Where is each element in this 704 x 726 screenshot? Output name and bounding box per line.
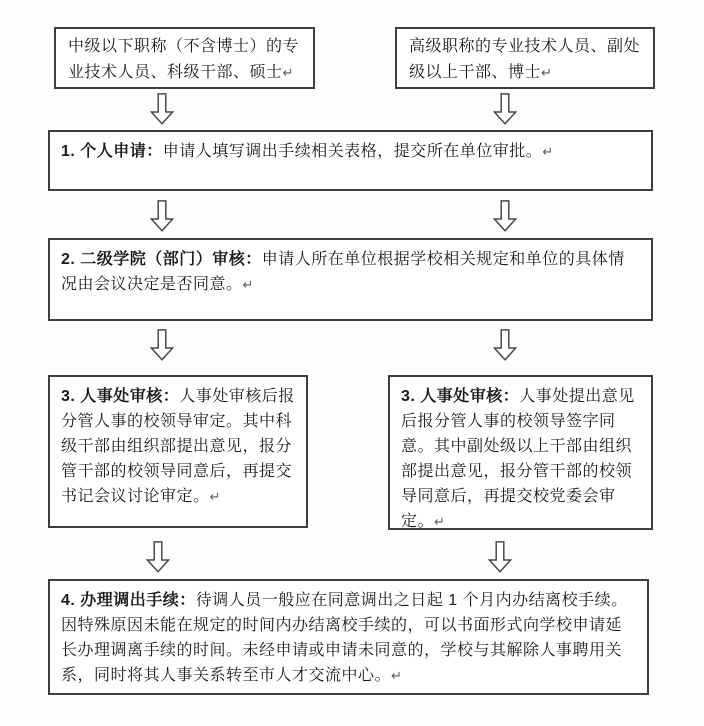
down-arrow-icon [150, 200, 174, 232]
entry-box-text: 高级职称的专业技术人员、副处级以上干部、博士 [409, 38, 641, 81]
paragraph-return-mark: ↵ [391, 668, 403, 683]
paragraph-return-mark: ↵ [282, 65, 294, 80]
down-arrow-icon [493, 93, 517, 125]
paragraph-return-mark: ↵ [242, 277, 254, 292]
step1-body: 申请人填写调出手续相关表格，提交所在单位审批。 [162, 143, 543, 160]
entry-box-junior-staff [54, 27, 315, 89]
step2-label: 2. 二级学院（部门）审核： [61, 251, 262, 268]
down-arrow-icon [488, 541, 512, 573]
step3-hr-review-right-box [388, 375, 653, 530]
step3-left-body: 人事处审核后报分管人事的校领导审定。其中科级干部由组织部提出意见，报分管干部的校领导同意后，再提交书记会议讨论审定。 [61, 388, 295, 505]
step3-right-body: 人事处提出意见后报分管人事的校领导签字同意。其中副处级以上干部由组织部提出意见，报分管干部的校领导同意后，再提交校党委会审定。 [401, 388, 635, 530]
step3-left-label: 3. 人事处审核： [61, 388, 180, 405]
down-arrow-icon [150, 329, 174, 361]
down-arrow-icon [493, 200, 517, 232]
paragraph-return-mark: ↵ [209, 489, 221, 504]
step1-label: 1. 个人申请： [61, 143, 163, 160]
down-arrow-icon [146, 541, 170, 573]
step1-personal-application-box [48, 130, 653, 191]
entry-box-senior-staff [395, 27, 655, 89]
step3-right-label: 3. 人事处审核： [401, 388, 520, 405]
step4-transfer-procedures-box [48, 579, 649, 695]
down-arrow-icon [493, 329, 517, 361]
step2-body: 申请人所在单位根据学校相关规定和单位的具体情况由会议决定是否同意。 [61, 251, 625, 293]
entry-box-text: 中级以下职称（不含博士）的专业技术人员、科级干部、硕士 [68, 38, 300, 81]
paragraph-return-mark: ↵ [542, 144, 554, 159]
step4-body: 待调人员一般应在同意调出之日起 1 个月内办结离校手续。因特殊原因未能在规定的时间内办结离校手续的，可以书面形式向学校申请延长办理调离手续的时间。未经申请或申请未同意的，学校与其解除人事聘用关系，同时将其人事关系转至市人才交流中心。 [61, 592, 628, 684]
down-arrow-icon [150, 93, 174, 125]
step2-department-review-box [48, 238, 653, 321]
paragraph-return-mark: ↵ [541, 65, 553, 80]
paragraph-return-mark: ↵ [434, 514, 446, 529]
step3-hr-review-left-box [48, 375, 308, 528]
step4-label: 4. 办理调出手续： [61, 592, 196, 609]
